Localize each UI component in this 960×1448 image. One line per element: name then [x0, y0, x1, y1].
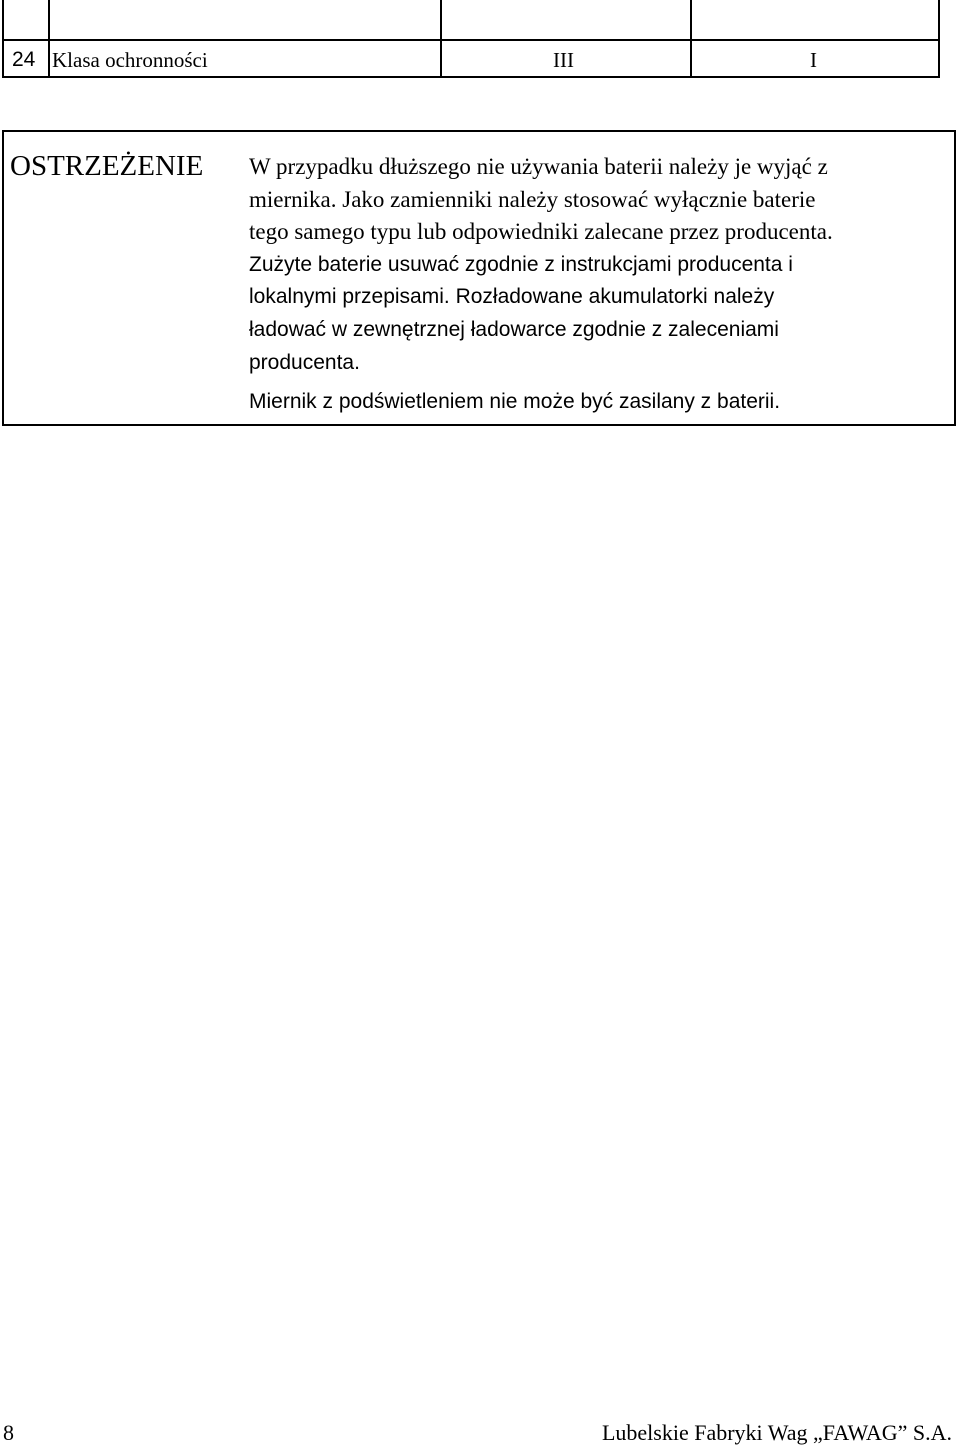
table-row-value-1: III: [553, 48, 574, 72]
warning-label: OSTRZEŻENIE: [10, 150, 204, 182]
table-row-divider: [2, 39, 940, 41]
warning-line: producenta.: [249, 350, 360, 374]
table-border-bottom: [2, 76, 940, 78]
table-row-label: Klasa ochronności: [52, 48, 208, 72]
warning-line: Zużyte baterie usuwać zgodnie z instrukcjami producenta i: [249, 252, 793, 276]
warning-line: lokalnymi przepisami. Rozładowane akumulatorki należy: [249, 285, 775, 309]
warning-line: ładować w zewnętrznej ładowarce zgodnie z zaleceniami: [249, 317, 779, 341]
warning-line: miernika. Jako zamienniki należy stosować wyłącznie baterie: [249, 186, 816, 212]
warning-text: [249, 151, 949, 419]
footer-company: Lubelskie Fabryki Wag „FAWAG” S.A.: [601, 1420, 952, 1445]
table-row-number: 24: [12, 48, 36, 71]
spec-table: [2, 0, 940, 78]
page-number: 8: [3, 1420, 14, 1445]
warning-paragraph-1: [249, 151, 949, 379]
warning-line: tego samego typu lub odpowiedniki zalecane przez producenta.: [249, 219, 833, 245]
warning-line: W przypadku dłuższego nie używania baterii należy je wyjąć z: [249, 154, 828, 179]
table-row-value-2: I: [810, 48, 817, 72]
warning-box: [2, 130, 956, 426]
warning-paragraph-2: [249, 386, 949, 419]
warning-line: Miernik z podświetleniem nie może być zasilany z baterii.: [249, 390, 781, 414]
